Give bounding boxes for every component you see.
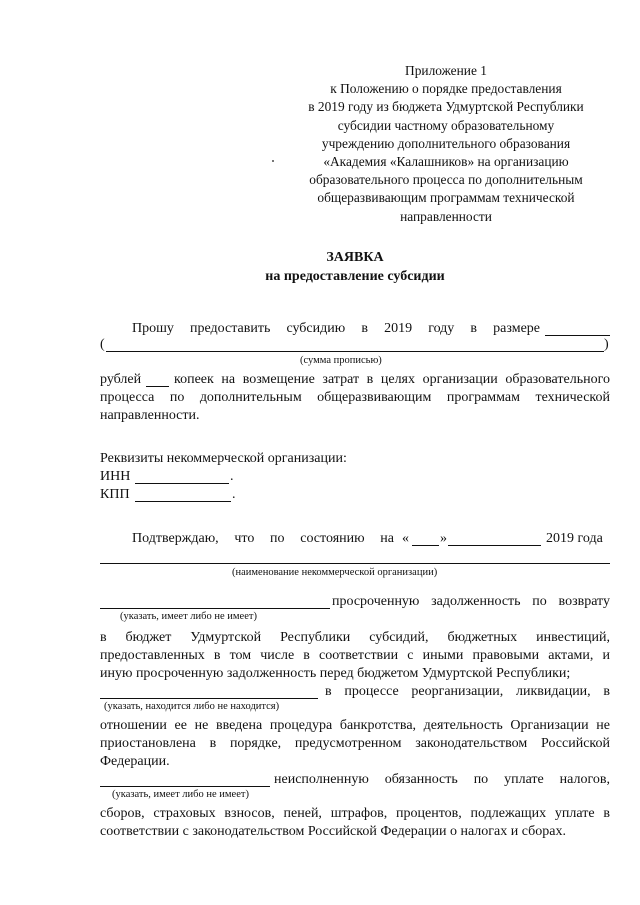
reorg-line-4: Федерации. (100, 754, 170, 769)
kpp-field[interactable] (135, 501, 231, 502)
requisites-heading: Реквизиты некоммерческой организации: (100, 451, 347, 466)
month-field[interactable] (448, 545, 541, 546)
kopecks-field[interactable] (146, 386, 169, 387)
appendix-line: общеразвивающим программам технической (317, 190, 575, 206)
tax-status-hint: (указать, имеет либо не имеет) (112, 789, 249, 800)
inn-label: ИНН (100, 469, 131, 484)
day-field[interactable] (412, 545, 439, 546)
debt-status-field[interactable] (100, 608, 330, 609)
appendix-line: «Академия «Калашников» на организацию (323, 154, 569, 170)
quote-close: » (440, 531, 447, 546)
reorg-line-1: в процессе реорганизации, ликвидации, в (325, 684, 610, 699)
request-line-2: копеек на возмещение затрат в целях организации образовательного (174, 372, 610, 387)
rubles-label: рублей (100, 372, 142, 387)
appendix-line: субсидии частному образовательному (337, 117, 555, 133)
tax-line-3: соответствии с законодательством Российской Федерации о налогах и сборах. (100, 824, 566, 839)
amount-in-words-field[interactable] (106, 351, 604, 352)
debt-line-2: в бюджет Удмуртской Республики субсидий, бюджетных инвестиций, (100, 630, 610, 645)
debt-line-4: иную просроченную задолженность перед бюджетом Удмуртской Республики; (100, 666, 571, 681)
appendix-line: направленности (400, 208, 492, 224)
organization-name-hint: (наименование некоммерческой организации) (232, 567, 438, 578)
quote-open: « (402, 531, 409, 546)
reorg-status-field[interactable] (100, 698, 318, 699)
document-subtitle: на предоставление субсидии (265, 269, 445, 284)
amount-field[interactable] (545, 335, 610, 336)
kpp-label: КПП (100, 487, 130, 502)
document-title: ЗАЯВКА (326, 250, 384, 265)
reorg-line-2: отношении ее не введена процедура банкротства, деятельность Организации не (100, 718, 610, 733)
inn-field[interactable] (135, 483, 229, 484)
appendix-header (282, 62, 610, 226)
appendix-line: к Положению о порядке предоставления (330, 81, 562, 97)
reorg-line-3: приостановлена в порядке, предусмотренном законодательством Российской (100, 736, 610, 751)
debt-line-1: просроченную задолженность по возврату (332, 594, 610, 609)
close-paren: ) (604, 337, 609, 352)
request-line-1: Прошу предоставить субсидию в 2019 году в размере (132, 321, 540, 336)
tax-line-2: сборов, страховых взносов, пеней, штрафов, процентов, подлежащих уплате в (100, 806, 610, 821)
organization-name-field[interactable] (100, 563, 610, 564)
amount-in-words-hint: (сумма прописью) (300, 355, 382, 366)
reorg-status-hint: (указать, находится либо не находится) (104, 701, 280, 712)
appendix-line: образовательного процесса по дополнительным (309, 172, 583, 188)
tax-line-1: неисполненную обязанность по уплате налогов, (274, 772, 610, 787)
request-line-3: процесса по дополнительным общеразвивающим программам технической (100, 390, 610, 405)
year-label: 2019 года (546, 531, 603, 546)
appendix-line: Приложение 1 (405, 63, 487, 78)
open-paren: ( (100, 337, 105, 352)
kpp-terminator: . (232, 487, 236, 502)
debt-status-hint: (указать, имеет либо не имеет) (120, 611, 257, 622)
scan-speck (272, 160, 274, 162)
confirm-line-1: Подтверждаю, что по состоянию на (132, 531, 394, 546)
inn-terminator: . (230, 469, 234, 484)
tax-status-field[interactable] (100, 786, 270, 787)
appendix-line: учреждению дополнительного образования (321, 135, 571, 151)
request-line-4: направленности. (100, 408, 200, 423)
appendix-line: в 2019 году из бюджета Удмуртской Республики (308, 99, 584, 115)
debt-line-3: предоставленных в том числе в соответствии с иными правовыми актами, и (100, 648, 610, 663)
